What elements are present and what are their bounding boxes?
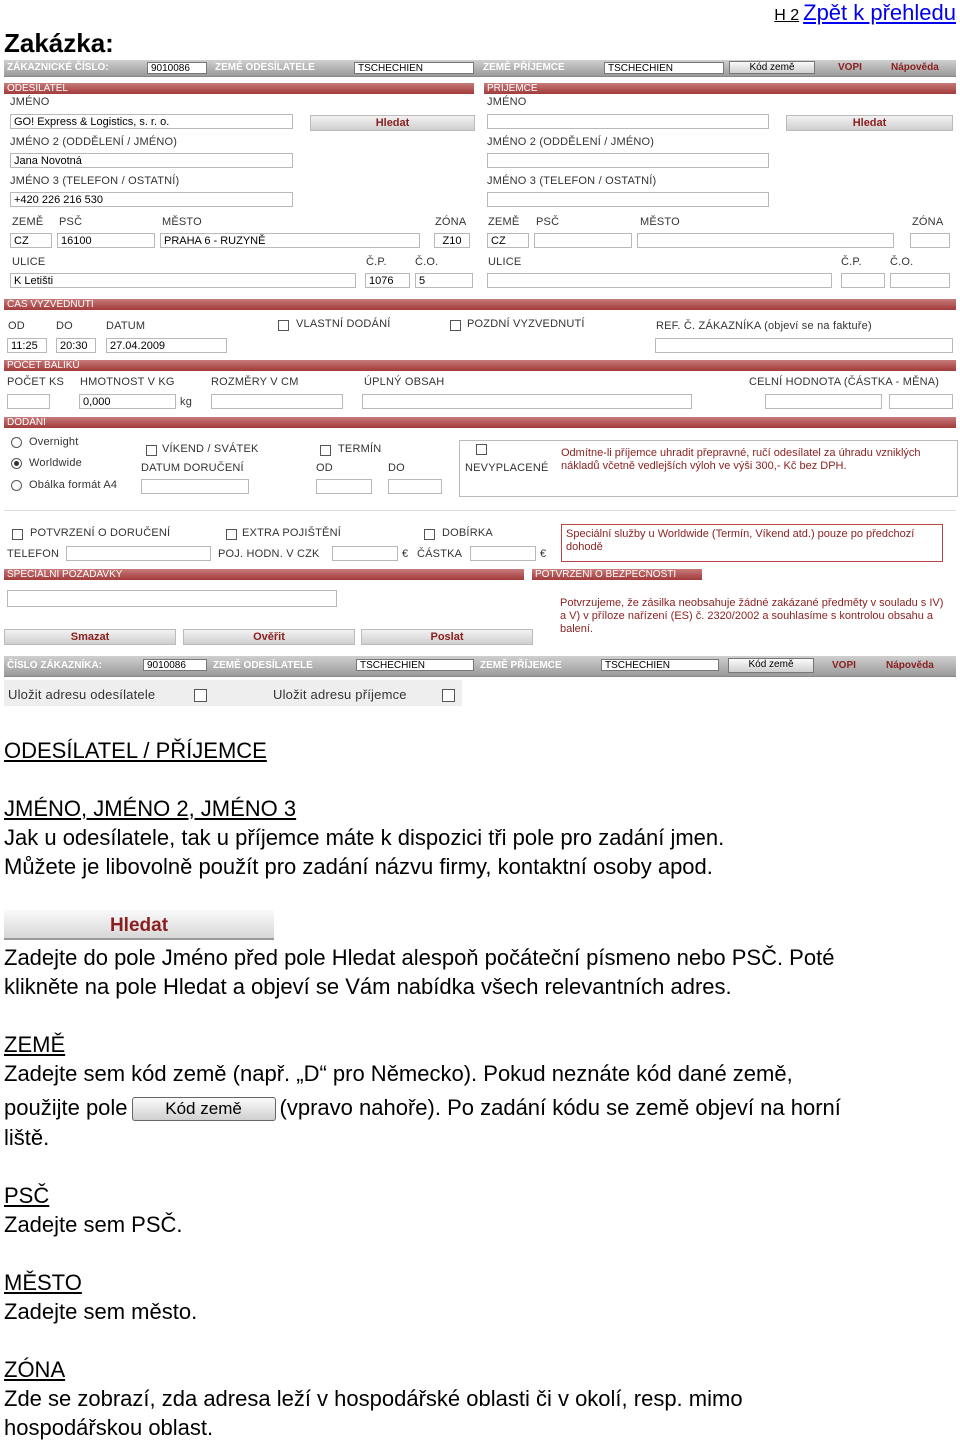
recipient-jmeno2-field[interactable] xyxy=(487,153,769,168)
recipient-country-label: ZEMĚ PŘÍJEMCE xyxy=(483,62,565,73)
delivery-do-field[interactable] xyxy=(388,479,442,494)
vopi-link[interactable]: VOPI xyxy=(838,62,862,73)
text-zeme-2b: (vpravo nahoře). Po zadání kódu se země objeví na horní xyxy=(279,1095,841,1120)
cust-no-field[interactable]: 9010086 xyxy=(147,62,207,74)
obsah-label: ÚPLNÝ OBSAH xyxy=(364,376,445,388)
sender-zona-field: Z10 xyxy=(434,233,470,248)
text-hledat-1: Zadejte do pole Jméno před pole Hledat alespoň počáteční písmeno nebo PSČ. Poté xyxy=(4,945,835,970)
worldwide-label: Worldwide xyxy=(29,457,82,469)
heading-mesto: MĚSTO xyxy=(4,1270,82,1295)
smazat-button[interactable]: Smazat xyxy=(4,629,176,645)
rozmery-field[interactable] xyxy=(211,394,343,409)
vikend-label: VÍKEND / SVÁTEK xyxy=(162,443,259,455)
text-psc: Zadejte sem PSČ. xyxy=(4,1212,183,1237)
pozdni-vyzvednuti-label: POZDNÍ VYZVEDNUTÍ xyxy=(467,318,585,330)
bottom-cust-no-label: ČÍSLO ZÁKAZNÍKA: xyxy=(7,660,102,671)
sender-jmeno3-field[interactable]: +420 226 216 530 xyxy=(10,192,293,207)
delivery-header: DODÁNÍ xyxy=(4,417,956,428)
order-form-screenshot xyxy=(4,58,956,706)
sender-ulice-field[interactable]: K Letišti xyxy=(10,273,356,288)
pickup-datum-field[interactable]: 27.04.2009 xyxy=(106,338,227,353)
sender-zeme-field[interactable]: CZ xyxy=(10,233,52,248)
packages-header: POČET BALÍKŮ xyxy=(4,360,956,371)
special-field[interactable] xyxy=(7,590,337,607)
vlastni-dodani-checkbox[interactable] xyxy=(278,320,289,331)
bottom-kod-zeme-button[interactable]: Kód země xyxy=(728,658,814,673)
sender-cp-label: Č.P. xyxy=(366,256,387,268)
sender-zona-label: ZÓNA xyxy=(435,216,467,228)
recipient-jmeno3-label: JMÉNO 3 (TELEFON / OSTATNÍ) xyxy=(487,175,657,187)
sender-co-field[interactable]: 5 xyxy=(415,273,473,288)
save-sender-label: Uložit adresu odesílatele xyxy=(8,687,156,702)
sender-jmeno2-label: JMÉNO 2 (ODDĚLENÍ / JMÉNO) xyxy=(10,136,178,148)
pickup-do-field[interactable]: 20:30 xyxy=(56,338,96,353)
ref-field[interactable] xyxy=(655,338,953,353)
delivery-do-label: DO xyxy=(388,462,405,474)
recipient-zona-label: ZÓNA xyxy=(912,216,944,228)
page-number: H 2 xyxy=(774,7,800,24)
delivery-od-field[interactable] xyxy=(316,479,372,494)
text-zeme-2 xyxy=(4,1093,841,1122)
hmotnost-field[interactable]: 0,000 xyxy=(79,394,176,409)
vikend-checkbox[interactable] xyxy=(146,445,157,456)
special-header: SPECIÁLNÍ POŽADAVKY xyxy=(4,569,524,580)
delivery-od-label: OD xyxy=(316,462,333,474)
datum-doruceni-label: DATUM DORUČENÍ xyxy=(141,462,244,474)
pickup-od-label: OD xyxy=(8,320,25,332)
hmotnost-label: HMOTNOST V KG xyxy=(80,376,175,388)
telefon-label: TELEFON xyxy=(7,548,60,560)
sender-psc-field[interactable]: 16100 xyxy=(57,233,155,248)
sender-psc-label: PSČ xyxy=(59,216,83,228)
recipient-co-label: Č.O. xyxy=(890,256,914,268)
celni-label: CELNÍ HODNOTA (ČÁSTKA - MĚNA) xyxy=(749,376,940,388)
dobirka-checkbox[interactable] xyxy=(424,529,435,540)
sender-country-field[interactable]: TSCHECHIEN xyxy=(354,62,474,74)
celni-mena-field[interactable] xyxy=(889,394,953,409)
celni-castka-field[interactable] xyxy=(765,394,882,409)
text-zeme-1: Zadejte sem kód země (např. „D“ pro Německo). Pokud neznáte kód dané země, xyxy=(4,1061,793,1086)
security-header: POTVRZENÍ O BEZPEČNOSTI xyxy=(532,569,702,580)
heading-odesilatel-prijemce: ODESÍLATEL / PŘÍJEMCE xyxy=(4,738,267,763)
worldwide-services-note: Speciální služby u Worldwide (Termín, Víkend atd.) pouze po předchozí dohodě xyxy=(561,524,943,562)
save-recipient-checkbox[interactable] xyxy=(442,689,455,702)
page-title: Zakázka: xyxy=(4,28,114,58)
save-recipient-label: Uložit adresu příjemce xyxy=(273,687,407,702)
recipient-ulice-label: ULICE xyxy=(488,256,522,268)
castka-label: ČÁSTKA xyxy=(417,548,463,560)
sender-jmeno-label: JMÉNO xyxy=(10,96,50,108)
recipient-ulice-field[interactable] xyxy=(487,273,832,288)
pickup-do-label: DO xyxy=(56,320,73,332)
text-jmeno-1: Jak u odesílatele, tak u příjemce máte k dispozici tři pole pro zadání jmen. xyxy=(4,825,725,850)
vlastni-dodani-label: VLASTNÍ DODÁNÍ xyxy=(296,318,391,330)
top-nav xyxy=(774,0,956,26)
recipient-jmeno-field[interactable] xyxy=(487,114,769,129)
bottom-napoveda-link[interactable]: Nápověda xyxy=(886,660,934,671)
bottom-vopi-link[interactable]: VOPI xyxy=(832,660,856,671)
pocet-field[interactable] xyxy=(7,394,50,409)
poj-label: POJ. HODN. V CZK xyxy=(218,548,320,560)
text-zeme-3: liště. xyxy=(4,1125,50,1150)
extra-pojisteni-label: EXTRA POJIŠTĚNÍ xyxy=(242,527,341,539)
poslat-button[interactable]: Poslat xyxy=(361,629,533,645)
text-jmeno-2: Můžete je libovolně použít pro zadání názvu firmy, kontaktní osoby apod. xyxy=(4,854,713,879)
datum-doruceni-field[interactable] xyxy=(141,479,249,494)
telefon-field[interactable] xyxy=(66,546,211,561)
nevyplacene-label: NEVYPLACENÉ xyxy=(465,462,549,474)
bottom-sender-country-label: ZEMĚ ODESÍLATELE xyxy=(213,660,313,671)
poj-field[interactable] xyxy=(332,546,398,561)
heading-zeme: ZEMĚ xyxy=(4,1032,66,1057)
bottom-bar xyxy=(4,656,956,677)
sender-country-label: ZEMĚ ODESÍLATELE xyxy=(215,62,315,73)
kg-unit: kg xyxy=(180,396,193,408)
obsah-field[interactable] xyxy=(362,394,692,409)
divider xyxy=(4,510,956,511)
pickup-od-field[interactable]: 11:25 xyxy=(7,338,47,353)
sender-mesto-field[interactable]: PRAHA 6 - RUZYNĚ xyxy=(160,233,420,248)
text-mesto: Zadejte sem město. xyxy=(4,1299,198,1324)
pocet-label: POČET KS xyxy=(7,376,65,388)
text-zona-2: hospodářskou oblast. xyxy=(4,1415,214,1440)
sender-jmeno2-field[interactable]: Jana Novotná xyxy=(10,153,293,168)
sender-jmeno3-label: JMÉNO 3 (TELEFON / OSTATNÍ) xyxy=(10,175,180,187)
rozmery-label: ROZMĚRY V CM xyxy=(211,376,299,388)
castka-field[interactable] xyxy=(470,546,536,561)
sender-jmeno-field[interactable]: GO! Express & Logistics, s. r. o. xyxy=(10,114,293,129)
kod-zeme-button-example: Kód země xyxy=(132,1097,276,1121)
bottom-recipient-country-field[interactable]: TSCHECHIEN xyxy=(601,659,719,671)
recipient-zeme-field[interactable]: CZ xyxy=(487,233,529,248)
hledat-button-example: Hledat xyxy=(4,910,274,940)
ref-label: REF. Č. ZÁKAZNÍKA (objeví se na faktuře) xyxy=(656,320,872,332)
euro-sign-2: € xyxy=(540,548,547,560)
recipient-co-field[interactable] xyxy=(890,273,950,288)
security-text: Potvrzujeme, že zásilka neobsahuje žádné zakázané předměty v souladu s IV) a V) v příloze nařízení (ES) č. 2320/2002 a souhlasíme s kontrolou obsahu a balení. xyxy=(534,594,952,642)
extra-pojisteni-checkbox[interactable] xyxy=(226,529,237,540)
text-zona-1: Zde se zobrazí, zda adresa leží v hospodářské oblasti či v okolí, resp. mimo xyxy=(4,1386,743,1411)
top-bar xyxy=(4,60,956,77)
recipient-jmeno2-label: JMÉNO 2 (ODDĚLENÍ / JMÉNO) xyxy=(487,136,655,148)
recipient-psc-label: PSČ xyxy=(536,216,560,228)
recipient-mesto-label: MĚSTO xyxy=(640,216,680,228)
bottom-sender-country-field[interactable]: TSCHECHIEN xyxy=(356,659,474,671)
pickup-header: ČAS VYZVEDNUTÍ xyxy=(4,299,956,310)
pickup-datum-label: DATUM xyxy=(106,320,146,332)
nevyplacene-checkbox[interactable] xyxy=(476,444,487,455)
back-to-overview-link[interactable]: Zpět k přehledu xyxy=(803,0,956,25)
sender-zeme-label: ZEMĚ xyxy=(12,216,44,228)
heading-jmeno: JMÉNO, JMÉNO 2, JMÉNO 3 xyxy=(4,796,297,821)
recipient-zona-field xyxy=(910,233,950,248)
recipient-hledat-button[interactable]: Hledat xyxy=(786,115,953,131)
sender-cp-field[interactable]: 1076 xyxy=(365,273,410,288)
recipient-zeme-label: ZEMĚ xyxy=(488,216,520,228)
cust-no-label: ZÁKAZNICKÉ ČÍSLO: xyxy=(7,62,109,73)
sender-header: ODESÍLATEL xyxy=(4,83,474,94)
termin-checkbox[interactable] xyxy=(320,445,331,456)
bottom-recipient-country-label: ZEMĚ PŘÍJEMCE xyxy=(480,660,562,671)
dobirka-label: DOBÍRKA xyxy=(442,527,493,539)
save-sender-checkbox[interactable] xyxy=(194,689,207,702)
recipient-mesto-field[interactable] xyxy=(637,233,894,248)
obalka-label: Obálka formát A4 xyxy=(29,479,118,491)
napoveda-link[interactable]: Nápověda xyxy=(891,62,939,73)
nevyplacene-note: Odmítne-li příjemce uhradit přepravné, ručí odesílatel za úhradu vzniklých nákladů včetně vedlejších výloh ve výši 300,- Kč bez DPH. xyxy=(557,444,953,490)
euro-sign-1: € xyxy=(402,548,409,560)
worldwide-radio[interactable] xyxy=(11,458,22,469)
overnight-radio[interactable] xyxy=(11,437,22,448)
bottom-cust-no-field[interactable]: 9010086 xyxy=(143,659,207,671)
pozdni-vyzvednuti-checkbox[interactable] xyxy=(450,320,461,331)
sender-ulice-label: ULICE xyxy=(12,256,46,268)
overnight-label: Overnight xyxy=(29,436,79,448)
recipient-cp-label: Č.P. xyxy=(841,256,862,268)
recipient-psc-field[interactable] xyxy=(534,233,632,248)
recipient-jmeno-label: JMÉNO xyxy=(487,96,527,108)
sender-co-label: Č.O. xyxy=(415,256,439,268)
termin-label: TERMÍN xyxy=(338,443,382,455)
sender-hledat-button[interactable]: Hledat xyxy=(310,115,475,131)
text-hledat-2: klikněte na pole Hledat a objeví se Vám nabídka všech relevantních adres. xyxy=(4,974,732,999)
potvrzeni-label: POTVRZENÍ O DORUČENÍ xyxy=(30,527,171,539)
heading-zona: ZÓNA xyxy=(4,1357,66,1382)
recipient-header: PŘÍJEMCE xyxy=(484,83,956,94)
recipient-jmeno3-field[interactable] xyxy=(487,192,769,207)
recipient-cp-field[interactable] xyxy=(841,273,885,288)
overit-button[interactable]: Ověřit xyxy=(183,629,355,645)
potvrzeni-checkbox[interactable] xyxy=(12,529,23,540)
text-zeme-2a: použijte pole xyxy=(4,1095,128,1120)
sender-mesto-label: MĚSTO xyxy=(162,216,202,228)
kod-zeme-button[interactable]: Kód země xyxy=(729,61,815,74)
heading-psc: PSČ xyxy=(4,1183,50,1208)
recipient-country-field[interactable]: TSCHECHIEN xyxy=(604,62,724,74)
